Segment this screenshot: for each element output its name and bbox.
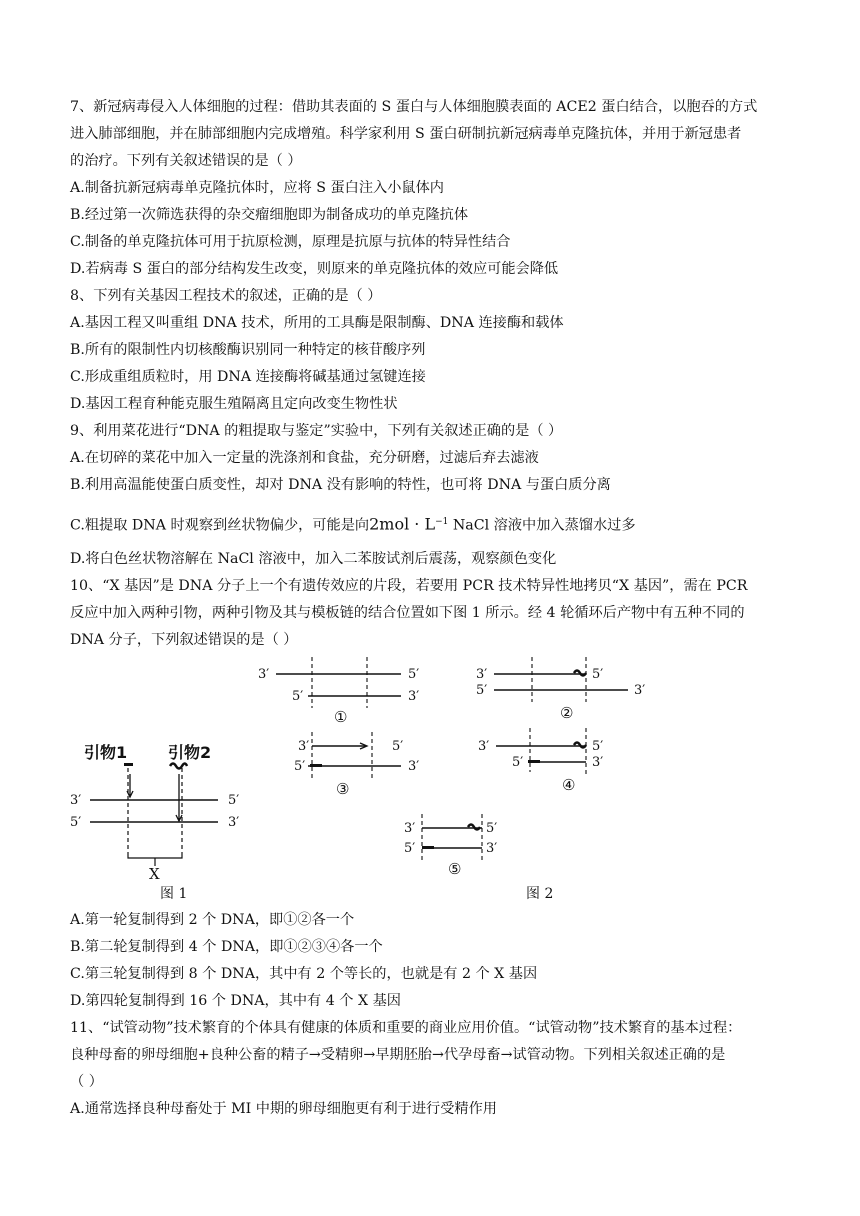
q10-stem-line1: 10、“X 基因”是 DNA 分子上一个有遗传效应的片段，若要用 PCR 技术特异性地拷贝“X 基因”，需在 PCR (70, 578, 748, 594)
fig1-bot-left: 5′ (70, 815, 82, 830)
q9-stem: 9、利用菜花进行“DNA 的粗提取与鉴定”实验中，下列有关叙述正确的是（ ） (70, 423, 563, 439)
fig2-molecule-5 (404, 814, 497, 878)
q8-option-d: D.基因工程育种能克服生殖隔离且定向改变生物性状 (70, 396, 398, 412)
q10-option-b: B.第二轮复制得到 4 个 DNA，即①②③④各一个 (70, 939, 383, 955)
q8-option-a: A.基因工程又叫重组 DNA 技术，所用的工具酶是限制酶、DNA 连接酶和载体 (70, 315, 564, 331)
fig2-label-2: ② (560, 704, 574, 722)
q7-stem-line1: 7、新冠病毒侵入人体细胞的过程：借助其表面的 S 蛋白与人体细胞膜表面的 ACE2 蛋白结合，以胞吞的方式 (70, 99, 758, 115)
q9-option-b: B.利用高温能使蛋白质变性，却对 DNA 没有影响的特性，也可将 DNA 与蛋白质分离 (70, 477, 611, 493)
q7-option-d: D.若病毒 S 蛋白的部分结构发生改变，则原来的单克隆抗体的效应可能会降低 (70, 261, 559, 277)
fig2-caption: 图 2 (526, 886, 554, 902)
figure-1 (68, 736, 258, 886)
q10-stem-line3: DNA 分子，下列叙述错误的是（ ） (70, 632, 298, 648)
svg-text:3′: 3′ (634, 683, 646, 698)
fig2-label-3: ③ (336, 780, 350, 798)
svg-text:5′: 5′ (592, 667, 604, 682)
svg-text:3′: 3′ (408, 689, 420, 704)
q7-stem-line3: 的治疗。下列有关叙述错误的是（ ） (70, 153, 302, 169)
q10-stem-line2: 反应中加入两种引物，两种引物及其与模板链的结合位置如下图 1 所示。经 4 轮循环后产物中有五种不同的 (70, 605, 745, 621)
svg-text:5′: 5′ (392, 739, 404, 754)
q11-option-a: A.通常选择良种母畜处于 MI 中期的卵母细胞更有利于进行受精作用 (70, 1101, 497, 1117)
q9-option-d: D.将白色丝状物溶解在 NaCl 溶液中，加入二苯胺试剂后震荡，观察颜色变化 (70, 551, 557, 567)
q7-option-b: B.经过第一次筛选获得的杂交瘤细胞即为制备成功的单克隆抗体 (70, 207, 469, 223)
svg-text:5′: 5′ (404, 841, 416, 856)
svg-text:3′: 3′ (486, 841, 498, 856)
fig1-top-left: 3′ (70, 793, 82, 808)
q7-option-c: C.制备的单克隆抗体可用于抗原检测，原理是抗原与抗体的特异性结合 (70, 234, 511, 250)
svg-text:3′: 3′ (298, 739, 310, 754)
q7-stem-line2: 进入肺部细胞，并在肺部细胞内完成增殖。科学家利用 S 蛋白研制抗新冠病毒单克隆抗体，并用于新冠患者 (70, 126, 742, 142)
fig1-primer1-mark (124, 763, 133, 766)
fig2-molecule-2 (476, 657, 645, 722)
svg-text:5′: 5′ (294, 759, 306, 774)
svg-text:5′: 5′ (592, 739, 604, 754)
svg-text:3′: 3′ (478, 739, 490, 754)
q9-option-c (70, 512, 800, 536)
figure-2 (256, 652, 666, 882)
q11-stem-line2: 良种母畜的卵母细胞+良种公畜的精子→受精卵→早期胚胎→代孕母畜→试管动物。下列相关叙述正确的是 (70, 1047, 726, 1063)
q8-option-c: C.形成重组质粒时，用 DNA 连接酶将碱基通过氢键连接 (70, 369, 426, 385)
fig2-molecule-3 (294, 732, 419, 798)
fig2-molecule-1 (258, 657, 419, 726)
fig1-x-bracket (128, 852, 182, 858)
fig2-molecule-4 (478, 728, 603, 794)
q9-concentration-exp: −1 (435, 517, 449, 527)
q8-option-b: B.所有的限制性内切核酸酶识别同一种特定的核苷酸序列 (70, 342, 426, 358)
q9-option-c-post: NaCl 溶液中加入蒸馏水过多 (448, 517, 636, 534)
svg-text:3′: 3′ (476, 667, 488, 682)
svg-text:5′: 5′ (292, 689, 304, 704)
q10-option-a: A.第一轮复制得到 2 个 DNA，即①②各一个 (70, 912, 355, 928)
fig1-arrow2 (176, 774, 182, 821)
q9-option-c-pre: C.粗提取 DNA 时观察到丝状物偏少，可能是向 (70, 517, 370, 534)
fig1-primer1-label: 引物1 (84, 743, 128, 762)
q9-concentration: 2mol · L (369, 514, 436, 534)
fig1-top-right: 5′ (228, 793, 240, 808)
svg-text:5′: 5′ (512, 755, 524, 770)
fig1-primer2-mark (170, 764, 187, 769)
q11-stem-line1: 11、“试管动物”技术繁育的个体具有健康的体质和重要的商业应用价值。“试管动物”技术繁育的基本过程： (70, 1020, 742, 1036)
fig1-bot-right: 3′ (228, 815, 240, 830)
svg-text:3′: 3′ (404, 821, 416, 836)
fig1-x-label: X (149, 865, 160, 883)
q9-option-a: A.在切碎的菜花中加入一定量的洗涤剂和食盐，充分研磨，过滤后弃去滤液 (70, 450, 539, 466)
svg-text:5′: 5′ (408, 667, 420, 682)
svg-text:5′: 5′ (476, 683, 488, 698)
fig2-label-5: ⑤ (448, 860, 462, 878)
q10-option-c: C.第三轮复制得到 8 个 DNA，其中有 2 个等长的，也就是有 2 个 X 基因 (70, 966, 538, 982)
q8-stem: 8、下列有关基因工程技术的叙述，正确的是（ ） (70, 288, 382, 304)
fig1-primer2-label: 引物2 (168, 743, 212, 762)
svg-text:5′: 5′ (486, 821, 498, 836)
fig2-label-1: ① (334, 708, 348, 726)
svg-text:3′: 3′ (592, 755, 604, 770)
fig1-caption: 图 1 (160, 886, 188, 902)
fig2-label-4: ④ (562, 776, 576, 794)
q10-option-d: D.第四轮复制得到 16 个 DNA，其中有 4 个 X 基因 (70, 993, 401, 1009)
svg-text:3′: 3′ (258, 667, 270, 682)
q7-option-a: A.制备抗新冠病毒单克隆抗体时，应将 S 蛋白注入小鼠体内 (70, 180, 444, 196)
svg-text:3′: 3′ (408, 759, 420, 774)
q11-stem-line3: （ ） (70, 1074, 103, 1090)
